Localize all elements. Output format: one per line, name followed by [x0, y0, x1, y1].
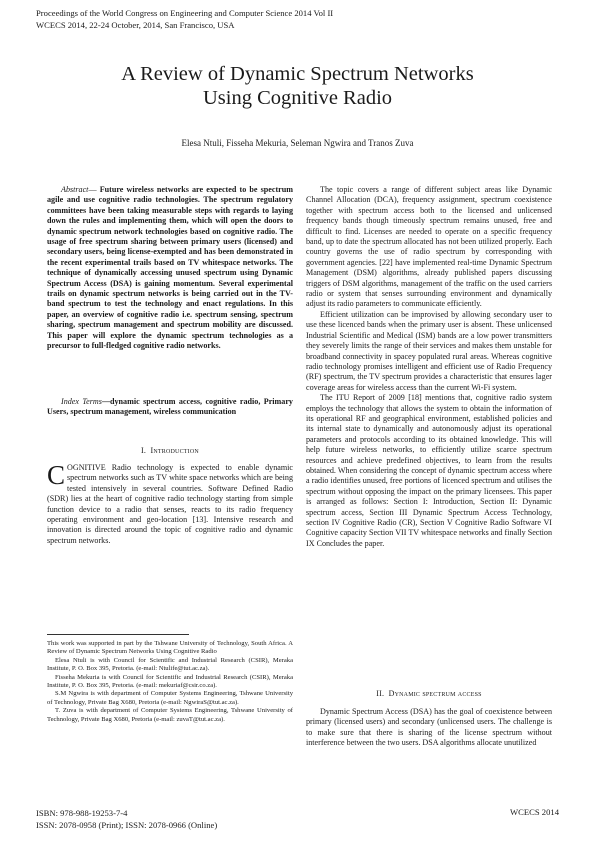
abstract-dash: — [88, 185, 100, 194]
drop-cap: C [47, 460, 66, 490]
paper-title [0, 63, 595, 110]
section-number: I. [141, 446, 147, 455]
section-heading-dsa [306, 689, 552, 699]
index-terms [47, 397, 293, 418]
index-terms-text: —dynamic spectrum access, cognitive radio, Primary Users, spectrum management, wireless communication [47, 397, 293, 417]
paragraph-subject-areas: The topic covers a range of different subject areas like Dynamic Channel Allocation (DCA), frequency assignment, spectrum coexistence together with spectrum access both to the licensed and unlicensed frequency bands though timeously spectrum remains unused, free and difficult to find. Licenses are needed to operate on a specific frequency band, up to date the spectrum allocated has not been utilized properly. Each country governs the use of radio spectrum by corresponding with government agencies. [22] have implemented real-time Dynamic Spectrum Management (DSM) algorithms, already published papers discussing triggers of DSM algorithms, management of the traffic on the used carriers radio or system that senses surrounding environment and dynamically adjust its radio parameters to communicate efficiently. [306, 185, 552, 309]
issn: ISSN: 2078-0958 (Print); ISSN: 2078-0966 (Online) [36, 820, 218, 830]
title-line-2: Using Cognitive Radio [202, 86, 393, 109]
footnote-author-3: S.M Ngwira is with department of Computer Systems Engineering, Tshwane University of Technology, Private Bag X680, Pretoria (e-mail: NgwiraS@tut.ac.za). [47, 690, 293, 706]
abstract-label: Abstract [61, 185, 89, 194]
section-heading-introduction [47, 446, 293, 456]
paragraph-itu-report: The ITU Report of 2009 [18] mentions that, cognitive radio system employs the technology that allows the system to obtain the information of its operational RF and geographical environment, established policies and its internal state to dynamically and autonomously adjust its operational parameters and protocols according to its obtained knowledge. This will help future wireless networks, to efficiently utilize scarce spectrum resources and achieve predefined objectives, to learn from the results obtained. When considering the concept of dynamic spectrum access where a radio identifies unused, free portions of licenced spectrum and utilises the spectrum without opposing the impact on the primary licensees. This paper is arranged as follows: Section I: Introduction, Section II: Dynamic spectrum access, Section III Dynamic Spectrum Access Technology, section IV Cognitive Radio (CR), Section V Cognitive Radio Software VI Cognitive capacity Section VII TV whitespace networks and finally Section IX Concludes the paper. [306, 393, 552, 548]
paragraph-efficient-utilization: Efficient utilization can be improvised by allowing secondary user to use these licenced bands when the primary user is absent. These unlicensed Industrial Scientific and Medical (ISM) bands are a low power transmitters they severely limits the range of their services and makes them unstable for broadband connectivity in spacey populated rural areas. Whereas cognitive radio technology promises intelligent and efficient use of Radio Frequency (RF) spectrum, the TV spectrum provides a characteristic that ensures lager coverage areas for wireless access than the current Wi-Fi system. [306, 309, 552, 392]
author-list: Elesa Ntuli, Fisseha Mekuria, Seleman Ngwira and Tranos Zuva [181, 138, 414, 148]
section-title: Introduction [150, 446, 199, 455]
introduction-paragraph [47, 460, 293, 546]
section-title: Dynamic spectrum access [388, 689, 482, 698]
title-line-1: A Review of Dynamic Spectrum Networks [121, 63, 474, 85]
isbn: ISBN: 978-988-19253-7-4 [36, 808, 128, 818]
footnote-author-4: T. Zuva is with department of Computer Systems Engineering, Tshwane University of Technology, Private Bag X680, Pretoria (e-mail: zuvaT@tut.ac.za). [47, 707, 293, 723]
header-line-1: Proceedings of the World Congress on Engineering and Computer Science 2014 Vol II [36, 8, 334, 18]
proceedings-header [36, 8, 333, 31]
footnote-rule [47, 634, 189, 635]
introduction-text: OGNITIVE Radio technology is expected to enable dynamic spectrum networks such as TV white space networks which are being tested intensively in several countries. Software Defined Radio (SDR) lies at the heart of cognitive radio technology starting from simple function device to a radio that senses, reacts to its radio frequency operating environment and geo-location [13]. Intensive research and innovation is directed around the topic of cognitive radio and dynamic spectrum networks. [47, 463, 293, 545]
dsa-paragraph: Dynamic Spectrum Access (DSA) has the goal of coexistence between primary (licensed users) and secondary (unlicensed users. The challenge is to make sure that there is sharing of the license spectrum without interference between the two users. DSA algorithms allocate unutilized [306, 707, 552, 748]
footnote-funding: This work was supported in part by the Tshwane University of Technology, South Africa. A Review of Dynamic Spectrum Networks Using Cognitive Radio [47, 640, 293, 656]
abstract [47, 185, 293, 352]
conference-footer: WCECS 2014 [510, 807, 559, 817]
footnote-author-1: Elesa Ntuli is with Council for Scientific and Industrial Research (CSIR), Meraka Institute, P. O. Box 395, Pretoria. (e-mail: Ntulife@tut.ac.za). [47, 656, 293, 673]
abstract-text: Future wireless networks are expected to be spectrum agile and use cognitive radio technologies. The spectrum regulatory committees have been taking measurable steps with regards to laying down the rules and implementing them, which will open the doors to dynamic spectrum network technologies based on cognitive radio. The usage of free spectrum sharing between primary users (licensed) and secondary users, being license-exempted and has been demonstrated in the recent experimental trails based on TV whitespace networks. The technique of dynamically accessing unused spectrum using Dynamic Spectrum Access (DSA) is gaining momentum. Several experimental trails on dynamic spectrum networks is being carried out in the TV-band spectrum to test the technology and enact regulations. In this paper, an overview of cognitive radio i.e. spectrum sensing, spectrum sharing, spectrum management and spectrum mobility are discussed. This paper will explore the dynamic spectrum technologies as a precursor to full-fledged cognitive radio networks. [47, 185, 293, 351]
header-line-2: WCECS 2014, 22-24 October, 2014, San Francisco, USA [36, 19, 235, 30]
footnote-author-2: Fisseha Mekuria is with Council for Scientific and Industrial Research (CSIR), Meraka Institute, P. O. Box 395, Pretoria. (e-mail: mekuriaf@csir.co.za). [47, 673, 293, 690]
index-terms-label: Index Terms [61, 397, 102, 406]
section-number: II. [376, 689, 385, 698]
page-footer-isbn [36, 807, 217, 831]
footnotes [47, 640, 293, 724]
right-column-body [306, 185, 552, 549]
